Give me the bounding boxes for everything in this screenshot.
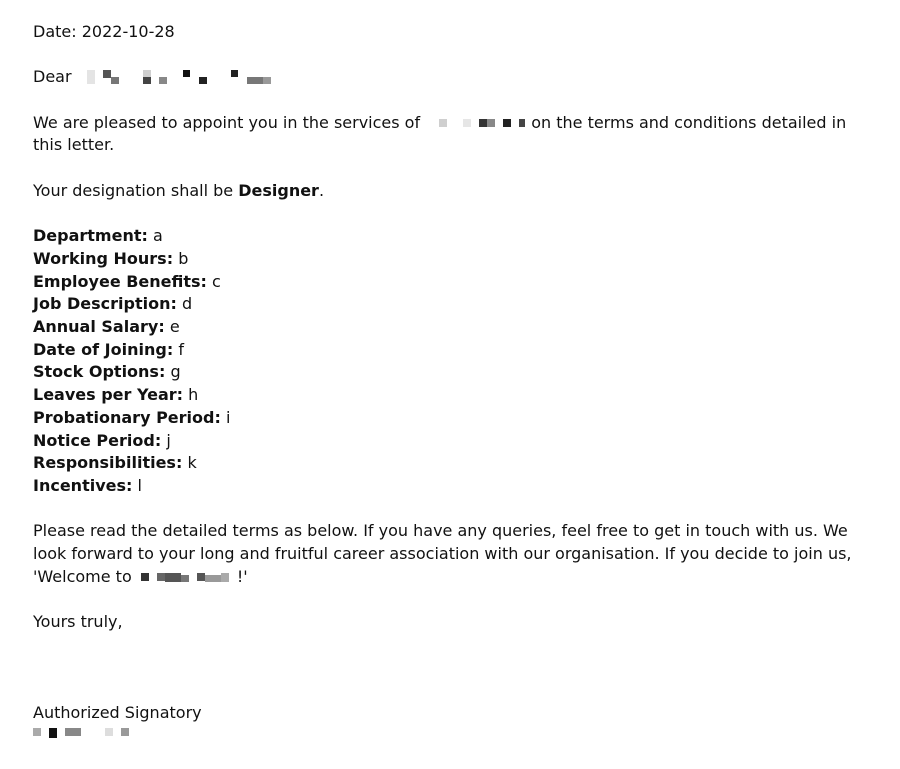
term-row bbox=[33, 248, 873, 271]
closing-text: Please read the detailed terms as below. If you have any queries, feel free to get in touch with us. We look forward to your long and fruitful career association with our organisation. If you decide to join us, 'Welcome to bbox=[33, 521, 852, 586]
salutation-prefix: Dear bbox=[33, 67, 72, 87]
term-label: Probationary Period: bbox=[33, 407, 221, 427]
term-label: Date of Joining: bbox=[33, 339, 174, 359]
designation-line bbox=[33, 180, 873, 203]
term-label: Working Hours: bbox=[33, 248, 174, 268]
term-row bbox=[33, 339, 873, 362]
redacted-recipient-name bbox=[87, 70, 283, 84]
term-row bbox=[33, 361, 873, 384]
term-value: k bbox=[187, 453, 197, 473]
term-row bbox=[33, 407, 873, 430]
term-row bbox=[33, 384, 873, 407]
term-value: f bbox=[178, 339, 184, 359]
offer-letter bbox=[33, 21, 873, 742]
term-label: Responsibilities: bbox=[33, 453, 183, 473]
term-row bbox=[33, 316, 873, 339]
term-value: g bbox=[170, 362, 181, 382]
term-value: e bbox=[169, 317, 180, 337]
term-label: Stock Options: bbox=[33, 362, 166, 382]
redacted-company-name-welcome bbox=[141, 570, 237, 584]
term-row bbox=[33, 430, 873, 453]
term-value: b bbox=[178, 248, 189, 268]
term-row bbox=[33, 475, 873, 498]
term-value: d bbox=[181, 294, 193, 314]
terms-list bbox=[33, 225, 873, 497]
signoff: Yours truly, bbox=[33, 612, 123, 632]
term-label: Leaves per Year: bbox=[33, 385, 184, 405]
term-label: Employee Benefits: bbox=[33, 271, 207, 291]
signature-space bbox=[33, 634, 873, 702]
closing-paragraph bbox=[33, 520, 873, 588]
term-label: Incentives: bbox=[33, 476, 133, 495]
signatory-title: Authorized Signatory bbox=[33, 702, 202, 722]
term-value: l bbox=[137, 476, 142, 495]
intro-text-end: on the terms and conditions detailed in this letter. bbox=[33, 112, 847, 155]
salutation bbox=[33, 66, 873, 89]
term-label: Annual Salary: bbox=[33, 317, 165, 337]
designation-prefix: Your designation shall be bbox=[33, 180, 234, 200]
term-row bbox=[33, 271, 873, 294]
term-row bbox=[33, 225, 873, 248]
term-label: Job Description: bbox=[33, 294, 177, 314]
redacted-signatory-name bbox=[33, 728, 873, 742]
intro-paragraph bbox=[33, 112, 873, 157]
closing-text-end: !' bbox=[236, 566, 248, 586]
term-value: h bbox=[188, 385, 199, 405]
term-value: i bbox=[225, 407, 231, 427]
term-label: Notice Period: bbox=[33, 430, 162, 450]
term-value: a bbox=[152, 226, 163, 246]
term-row bbox=[33, 452, 873, 475]
term-value: j bbox=[166, 430, 171, 450]
letter-date: Date: 2022-10-28 bbox=[33, 22, 175, 41]
term-value: c bbox=[212, 271, 221, 291]
designation-value: Designer bbox=[238, 180, 319, 200]
term-row bbox=[33, 293, 873, 316]
intro-text-start: We are pleased to appoint you in the services of bbox=[33, 112, 421, 132]
designation-suffix: . bbox=[318, 180, 325, 200]
redacted-company-name bbox=[439, 116, 531, 130]
term-label: Department: bbox=[33, 226, 148, 246]
